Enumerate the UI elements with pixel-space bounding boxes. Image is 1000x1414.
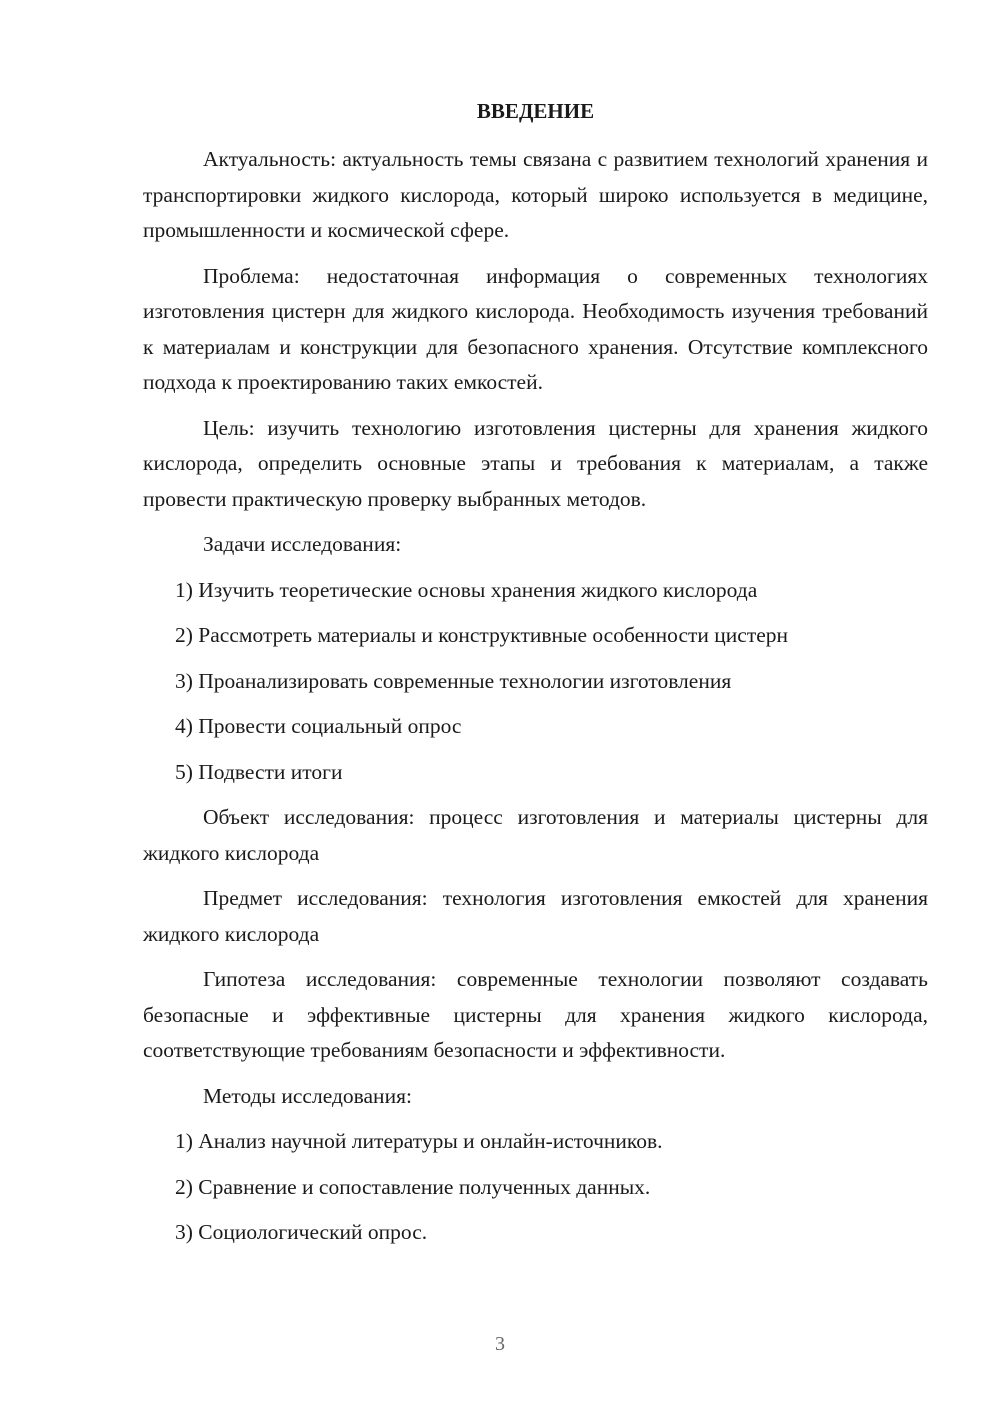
methods-label: Методы исследования: bbox=[203, 1083, 412, 1108]
document-page bbox=[143, 94, 928, 1261]
paragraph-problem: Проблема: недостаточная информация о современных технологиях изготовления цистерн для жидкого кислорода. Необходимость изучения требований к материалам и конструкции для безопасного хранения. Отсутствие комплексного подхода к проектированию таких емкостей. bbox=[143, 263, 928, 394]
section-title: ВВЕДЕНИЕ bbox=[476, 99, 595, 123]
page-number: 3 bbox=[495, 1333, 505, 1355]
tasks-label: Задачи исследования: bbox=[203, 532, 402, 556]
tasks-list bbox=[143, 573, 928, 791]
paragraph-hypothesis: Гипотеза исследования: современные технологии позволяют создавать безопасные и эффективные цистерны для хранения жидкого кислорода, соответствующие требованиям безопасности и эффективности. bbox=[143, 967, 928, 1062]
list-item: 5) Подвести итоги bbox=[175, 759, 343, 784]
list-item: 2) Рассмотреть материалы и конструктивные особенности цистерн bbox=[175, 623, 789, 647]
list-item: 3) Социологический опрос. bbox=[175, 1220, 428, 1244]
list-item: 3) Проанализировать современные технологии изготовления bbox=[175, 668, 732, 693]
methods-list bbox=[143, 1124, 928, 1251]
paragraph-subject: Предмет исследования: технология изготовления емкостей для хранения жидкого кислорода bbox=[143, 886, 928, 946]
list-item: 4) Провести социальный опрос bbox=[175, 714, 462, 738]
paragraph-relevance: Актуальность: актуальность темы связана с развитием технологий хранения и транспортировки жидкого кислорода, который широко используется в медицине, промышленности и космической сфере. bbox=[143, 147, 928, 242]
paragraph-object: Объект исследования: процесс изготовления и материалы цистерны для жидкого кислорода bbox=[143, 805, 928, 865]
list-item: 1) Анализ научной литературы и онлайн-источников. bbox=[175, 1129, 663, 1153]
list-item: 1) Изучить теоретические основы хранения жидкого кислорода bbox=[175, 577, 758, 602]
paragraph-goal: Цель: изучить технологию изготовления цистерны для хранения жидкого кислорода, определить основные этапы и требования к материалам, а также провести практическую проверку выбранных методов. bbox=[143, 415, 928, 511]
list-item: 2) Сравнение и сопоставление полученных данных. bbox=[175, 1174, 651, 1199]
